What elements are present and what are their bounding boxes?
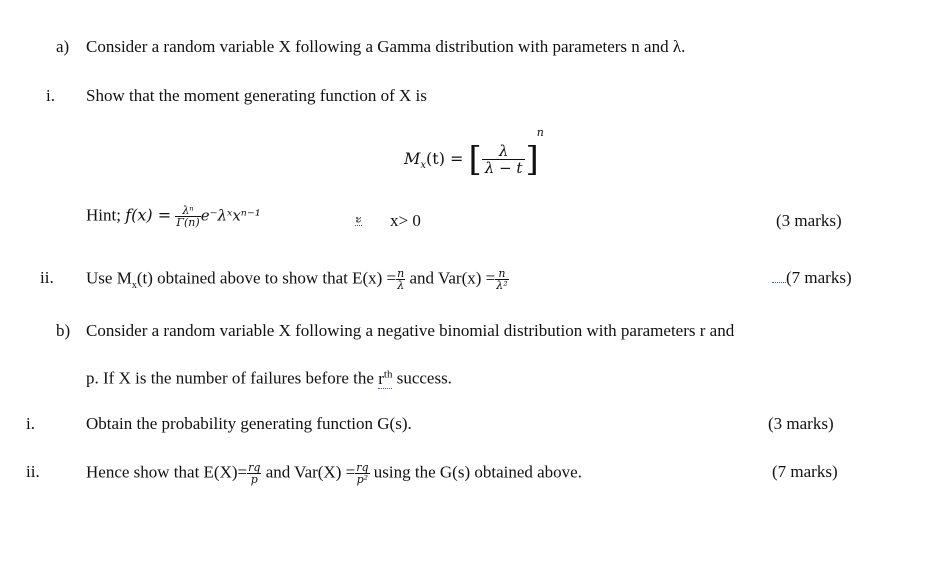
b-ii-var-fraction: [355, 462, 369, 485]
b-stem-r: r: [378, 368, 384, 388]
marks-a-ii-text: (7 marks): [786, 268, 852, 287]
marks-b-ii: (7 marks): [772, 462, 838, 481]
mgf-arg: (t) =: [426, 149, 464, 168]
part-a-i-text: Show that the moment generating function of X is: [86, 86, 427, 105]
b-ii-text-2: and Var(X) =: [265, 462, 356, 482]
part-b-stem-1: Consider a random variable X following a negative binomial distribution with parameters r and: [86, 321, 735, 340]
mgf-sub: x: [420, 160, 427, 172]
right-bracket: ]: [525, 139, 539, 180]
b-ii-ex-den: p: [247, 473, 261, 485]
hint-label: Hint;: [86, 205, 121, 225]
b-stem-2b: success.: [396, 368, 452, 388]
a-ii-ex-num: n: [397, 267, 405, 280]
hint-rest: e⁻λˣxⁿ⁻¹: [200, 206, 261, 225]
hint-fraction: [175, 205, 200, 228]
b-ii-ex-num: rq: [248, 461, 261, 474]
part-a-i-label: i.: [46, 86, 55, 105]
b-stem-th: th: [383, 368, 393, 380]
part-b-ii-text: [86, 462, 582, 485]
b-ii-var-den: p²: [356, 473, 369, 486]
part-b-ii-label: ii.: [26, 462, 40, 481]
b-ii-text-3: using the G(s) obtained above.: [373, 462, 582, 482]
mgf-num: λ: [498, 141, 509, 160]
hint-separator: ะ: [355, 211, 362, 226]
a-ii-ex-den: λ: [397, 279, 405, 292]
part-a-ii-label: ii.: [40, 268, 54, 287]
mgf-lhs: M: [404, 149, 421, 168]
marks-b-i: (3 marks): [768, 414, 834, 433]
part-a-label: a): [56, 37, 70, 56]
a-ii-var-fraction: [495, 268, 508, 291]
part-b-stem-2: [86, 369, 452, 387]
part-b-i-label: i.: [26, 414, 35, 433]
b-ii-var-num: rq: [356, 461, 369, 474]
mgf-fraction: [482, 143, 526, 177]
a-ii-text-3: and Var(x) =: [409, 268, 496, 288]
a-ii-var-den: λ²: [496, 279, 508, 292]
mgf-formula: [404, 126, 544, 180]
part-a-stem: Consider a random variable X following a Gamma distribution with parameters n and λ.: [86, 37, 686, 56]
a-ii-text-2: (t) obtained above to show that E(x) =: [136, 268, 397, 288]
b-stem-2a: p. If X is the number of failures before the: [86, 368, 374, 388]
mgf-den: λ − t: [482, 159, 526, 177]
marks-a-ii: [772, 269, 852, 286]
a-ii-ex-fraction: [396, 268, 405, 291]
part-b-i-text: Obtain the probability generating function G(s).: [86, 414, 412, 433]
marks-a-i: (3 marks): [776, 211, 842, 230]
a-ii-text-1: Use M: [86, 268, 132, 288]
part-b-label: b): [56, 321, 71, 340]
mgf-exp: n: [536, 126, 544, 139]
b-stem-rth: [378, 369, 392, 389]
hint-den: Γ(n): [176, 216, 200, 229]
a-ii-var-num: n: [498, 267, 506, 280]
hint-condition: x> 0: [390, 211, 421, 230]
hint-num: λⁿ: [182, 204, 194, 217]
b-ii-text-1: Hence show that E(X)=: [86, 462, 248, 482]
part-a-ii-text: [86, 268, 509, 291]
a-ii-sub: x: [131, 279, 137, 291]
b-ii-ex-fraction: [247, 462, 261, 485]
hint-line: [86, 205, 261, 228]
left-bracket: [: [468, 139, 482, 180]
hint-fx: f(x) =: [125, 205, 172, 225]
